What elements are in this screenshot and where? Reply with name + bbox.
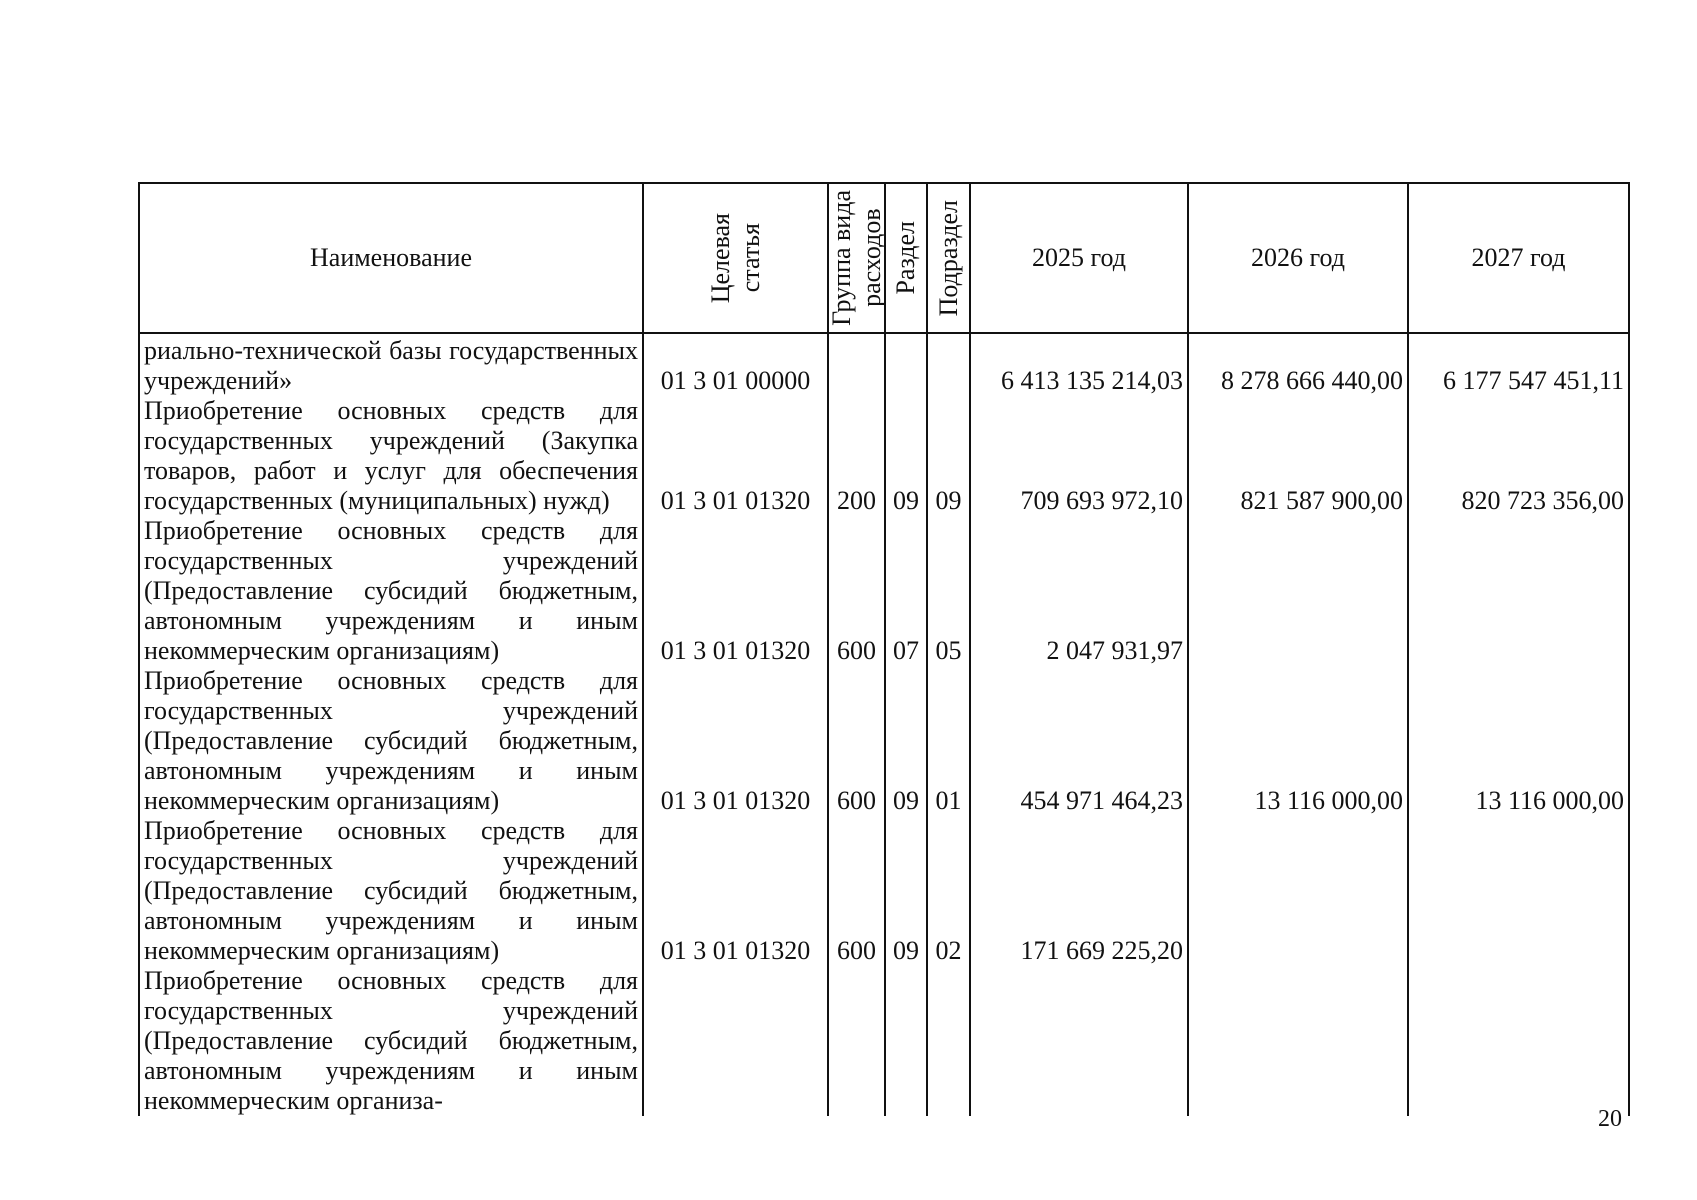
table-row — [139, 666, 1629, 816]
row-2026: 821 587 900,00 — [1188, 396, 1408, 516]
row-2025: 2 047 931,97 — [970, 516, 1188, 666]
header-group-line1: Группа вида — [826, 190, 856, 326]
row-subsection: 09 — [927, 396, 970, 516]
row-expense-group — [828, 333, 885, 396]
row-2027 — [1408, 816, 1629, 966]
row-name: Приобретение основных средств для государственных учреждений (Предоставление субсидий бюджетным, автономным учреждениям и иным некоммерческим организациям) — [139, 516, 643, 666]
row-subsection — [927, 333, 970, 396]
row-2025: 6 413 135 214,03 — [970, 333, 1188, 396]
row-subsection: 02 — [927, 816, 970, 966]
row-section: 09 — [885, 816, 927, 966]
row-2027: 13 116 000,00 — [1408, 666, 1629, 816]
table-row — [139, 333, 1629, 396]
header-2027-text: 2027 год — [1471, 243, 1566, 272]
header-2025-text: 2025 год — [1032, 243, 1126, 272]
row-section: 07 — [885, 516, 927, 666]
row-expense-group: 600 — [828, 516, 885, 666]
header-2025 — [970, 183, 1188, 333]
row-2027: 820 723 356,00 — [1408, 396, 1629, 516]
table-header-row — [139, 183, 1629, 333]
row-expense-group: 200 — [828, 396, 885, 516]
header-target-line1: Целевая — [705, 212, 735, 304]
row-name: Приобретение основных средств для государственных учреждений (Предоставление субсидий бюджетным, автономным учреждениям и иным некоммерческим организациям) — [139, 816, 643, 966]
row-subsection — [927, 966, 970, 1116]
header-subsection-text: Подраздел — [933, 199, 963, 317]
header-expense-group — [828, 183, 885, 333]
row-name: Приобретение основных средств для государственных учреждений (Предоставление субсидий бюджетным, автономным учреждениям и иным некоммерческим организациям) — [139, 666, 643, 816]
budget-table — [138, 182, 1630, 1116]
header-subsection — [927, 183, 970, 333]
row-name: Приобретение основных средств для государственных учреждений (Закупка товаров, работ и услуг для обеспечения государственных (муниципальных) нужд) — [139, 396, 643, 516]
row-name: риально-технической базы государственных учреждений» — [139, 333, 643, 396]
row-target-article: 01 3 01 01320 — [643, 816, 828, 966]
header-section — [885, 183, 927, 333]
page-number: 20 — [1598, 1106, 1622, 1132]
header-target-article — [643, 183, 828, 333]
row-2026 — [1188, 516, 1408, 666]
row-2027: 6 177 547 451,11 — [1408, 333, 1629, 396]
row-section — [885, 333, 927, 396]
row-section — [885, 966, 927, 1116]
row-target-article: 01 3 01 00000 — [643, 333, 828, 396]
header-name — [139, 183, 643, 333]
table-row — [139, 816, 1629, 966]
table-row — [139, 516, 1629, 666]
row-2025: 171 669 225,20 — [970, 816, 1188, 966]
row-2026: 8 278 666 440,00 — [1188, 333, 1408, 396]
row-target-article: 01 3 01 01320 — [643, 396, 828, 516]
header-name-text: Наименование — [310, 243, 472, 272]
row-2026 — [1188, 816, 1408, 966]
header-2026 — [1188, 183, 1408, 333]
row-2025: 454 971 464,23 — [970, 666, 1188, 816]
row-subsection: 05 — [927, 516, 970, 666]
header-2027 — [1408, 183, 1629, 333]
header-group-line2: расходов — [856, 208, 886, 308]
row-2025 — [970, 966, 1188, 1116]
table-row — [139, 396, 1629, 516]
row-name: Приобретение основных средств для государственных учреждений (Предоставление субсидий бюджетным, автономным учреждениям и иным некоммерческим организа- — [139, 966, 643, 1116]
row-2026 — [1188, 966, 1408, 1116]
row-section: 09 — [885, 666, 927, 816]
row-target-article: 01 3 01 01320 — [643, 666, 828, 816]
row-target-article: 01 3 01 01320 — [643, 516, 828, 666]
row-subsection: 01 — [927, 666, 970, 816]
row-2027 — [1408, 966, 1629, 1116]
row-target-article — [643, 966, 828, 1116]
row-expense-group: 600 — [828, 666, 885, 816]
row-section: 09 — [885, 396, 927, 516]
header-target-line2: статья — [735, 223, 765, 293]
row-expense-group — [828, 966, 885, 1116]
table-row — [139, 966, 1629, 1116]
header-2026-text: 2026 год — [1251, 243, 1345, 272]
row-2027 — [1408, 516, 1629, 666]
row-2026: 13 116 000,00 — [1188, 666, 1408, 816]
row-2025: 709 693 972,10 — [970, 396, 1188, 516]
row-expense-group: 600 — [828, 816, 885, 966]
header-section-text: Раздел — [891, 221, 920, 295]
